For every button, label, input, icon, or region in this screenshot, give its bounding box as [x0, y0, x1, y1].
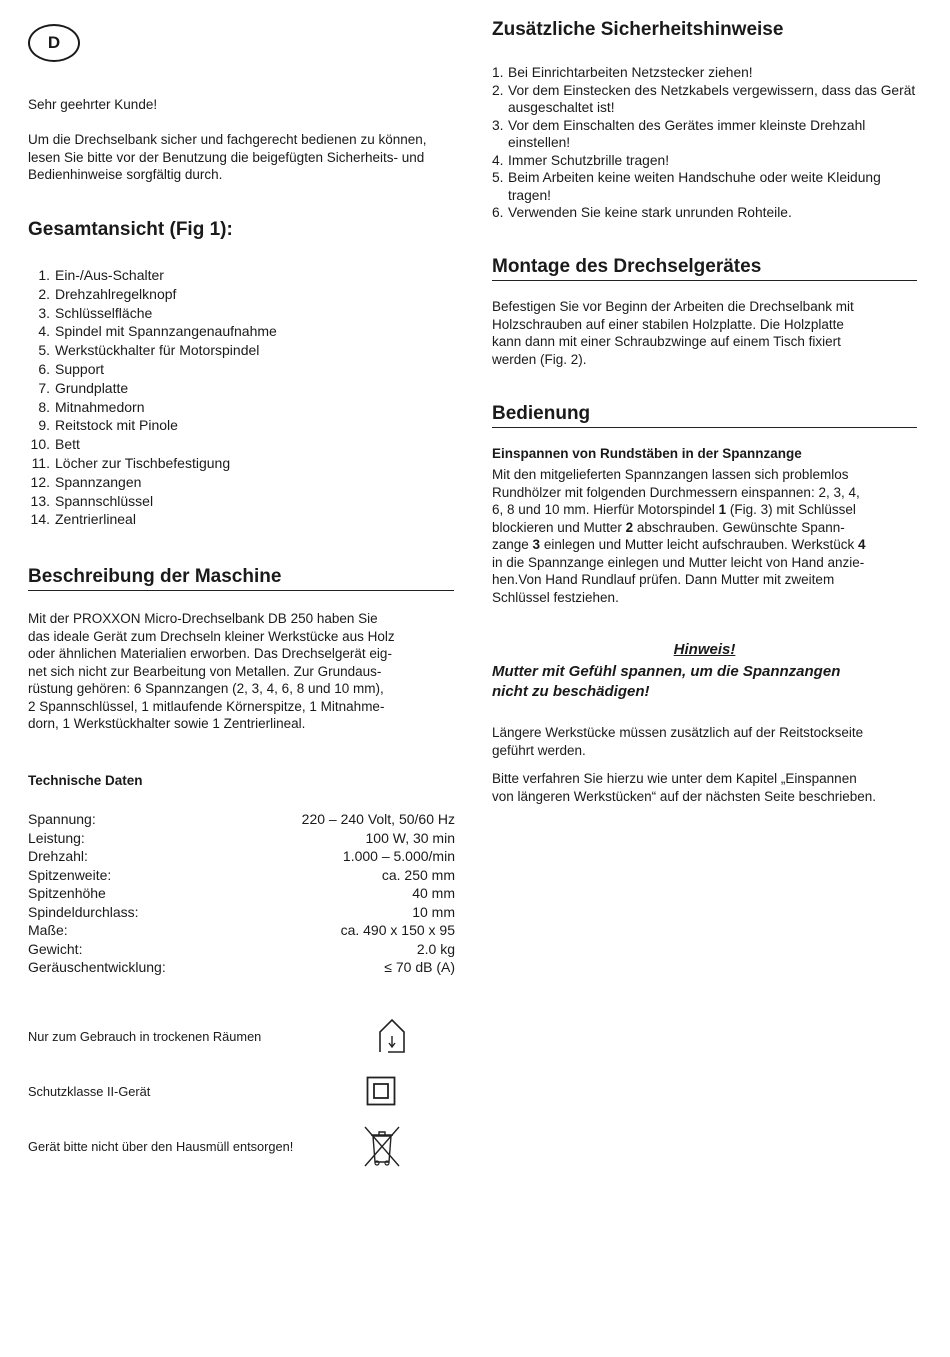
parts-list: [28, 266, 358, 529]
safety-list: [492, 64, 917, 222]
operation-line: 6, 8 und 10 mm. Hierfür Motorspindel 1 (Fig. 3) mit Schlüssel: [492, 502, 856, 517]
list-item: 3. Schlüsselfläche: [38, 304, 153, 321]
list-item: 5. Beim Arbeiten keine weiten Handschuhe oder weite Kleidung tragen!: [492, 170, 881, 203]
table-row: Spannung: 220 – 240 Volt, 50/60 Hz: [28, 811, 455, 827]
symbol-row-disposal: [28, 1124, 402, 1168]
description-line: 2 Spannschlüssel, 1 mitlaufende Körnerspitze, 1 Mitnahme-: [28, 698, 385, 714]
table-row: Geräuschentwicklung: ≤ 70 dB (A): [28, 959, 455, 975]
table-row: Drehzahl: 1.000 – 5.000/min: [28, 848, 455, 864]
description-line: oder ähnlichen Materialien erworben. Das Drechselgerät eig-: [28, 646, 392, 661]
symbol-row-class2: [28, 1076, 396, 1106]
list-item: 11. Löcher zur Tischbefestigung: [31, 454, 231, 471]
salutation: Sehr geehrter Kunde!: [28, 97, 158, 112]
list-item: 2. Vor dem Einstecken des Netzkabels vergewissern, dass das Gerät ausgeschaltet ist!: [492, 82, 916, 115]
symbol-caption: Nur zum Gebrauch in trockenen Räumen: [28, 1028, 262, 1044]
mounting-line: werden (Fig. 2).: [492, 351, 587, 367]
list-item: 4. Spindel mit Spannzangenaufnahme: [38, 323, 277, 340]
list-item: 8. Mitnahmedorn: [38, 398, 145, 415]
symbol-caption: Schutzklasse II-Gerät: [28, 1083, 151, 1099]
protection-class-2-icon: [366, 1076, 396, 1106]
hint-title: Hinweis!: [673, 641, 736, 658]
note-line: Bitte verfahren Sie hierzu wie unter dem Kapitel „Einspannen: [492, 771, 857, 786]
table-row: Gewicht: 2.0 kg: [28, 940, 455, 957]
operation-line: Schlüssel festziehen.: [492, 589, 619, 605]
table-row: Leistung: 100 W, 30 min: [28, 829, 455, 846]
list-item: 7. Grundplatte: [38, 379, 129, 396]
list-item: 14. Zentrierlineal: [30, 511, 136, 528]
language-code: D: [47, 33, 61, 52]
hint-line: Mutter mit Gefühl spannen, um die Spannzangen: [492, 663, 841, 680]
list-item: 6. Verwenden Sie keine stark unrunden Rohteile.: [492, 205, 792, 220]
description-line: rüstung gehören: 6 Spannzangen (2, 3, 4, 6, 8 und 10 mm),: [28, 681, 384, 696]
longer-workpieces-note: [492, 724, 922, 759]
operation-line: zange 3 einlegen und Mutter leicht aufschrauben. Werkstück 4: [492, 537, 866, 552]
note-line: geführt werden.: [492, 742, 586, 758]
list-item: 9. Reitstock mit Pinole: [38, 417, 178, 434]
list-item: 5. Werkstückhalter für Motorspindel: [38, 342, 260, 359]
list-item: 12. Spannzangen: [30, 473, 142, 490]
operation-line: in die Spannzange einlegen und Mutter leicht von Hand anzie-: [492, 554, 865, 570]
list-item: 6. Support: [38, 360, 105, 377]
note-line: von längeren Werkstücken“ auf der nächsten Seite beschrieben.: [492, 788, 876, 804]
operation-paragraph: [492, 466, 922, 606]
indoor-use-house-icon: [376, 1016, 408, 1056]
list-item: 2. Drehzahlregelknopf: [38, 285, 177, 302]
operation-heading: Bedienung: [492, 403, 917, 428]
operation-line: blockieren und Mutter 2 abschrauben. Gewünschte Spann-: [492, 519, 845, 535]
description-line: Mit der PROXXON Micro-Drechselbank DB 250 haben Sie: [28, 611, 378, 626]
hint-line: nicht zu beschädigen!: [492, 683, 650, 700]
operation-line: hen.Von Hand Rundlauf prüfen. Dann Mutter mit zweitem: [492, 572, 835, 587]
mounting-line: kann dann mit einer Schraubzwinge auf einem Tisch fixiert: [492, 334, 841, 349]
safety-heading: Zusätzliche Sicherheitshinweise: [492, 19, 784, 40]
operation-line: Rundhölzer mit folgenden Durchmessern einspannen: 2, 3, 4,: [492, 484, 860, 500]
symbol-row-indoor: [28, 1016, 408, 1056]
symbol-caption: Gerät bitte nicht über den Hausmüll entsorgen!: [28, 1138, 294, 1154]
specs-table: [28, 810, 455, 977]
table-row: Maße: ca. 490 x 150 x 95: [28, 922, 455, 938]
mounting-line: Befestigen Sie vor Beginn der Arbeiten die Drechselbank mit: [492, 299, 854, 314]
crossed-bin-icon: [362, 1124, 402, 1168]
description-heading: Beschreibung der Maschine: [28, 566, 454, 591]
reference-note: [492, 770, 922, 805]
language-badge: [28, 24, 80, 62]
table-row: Spitzenhöhe 40 mm: [28, 885, 455, 901]
list-item: 3. Vor dem Einschalten des Gerätes immer kleinste Drehzahl einstellen!: [492, 117, 866, 150]
table-row: Spitzenweite: ca. 250 mm: [28, 866, 455, 883]
list-item: 10. Bett: [30, 436, 80, 453]
list-item: 4. Immer Schutzbrille tragen!: [492, 152, 670, 168]
hint-text: [492, 662, 922, 702]
description-line: dorn, 1 Werkstückhalter sowie 1 Zentrierlineal.: [28, 716, 306, 731]
list-item: 1. Ein-/Aus-Schalter: [38, 267, 164, 283]
operation-line: Mit den mitgelieferten Spannzangen lassen sich problemlos: [492, 467, 849, 482]
description-paragraph: [28, 610, 458, 733]
description-line: das ideale Gerät zum Drechseln kleiner Werkstücke aus Holz: [28, 628, 395, 644]
mounting-line: Holzschrauben auf einer stabilen Holzplatte. Die Holzplatte: [492, 316, 844, 332]
note-line: Längere Werkstücke müssen zusätzlich auf der Reitstockseite: [492, 725, 864, 740]
specs-heading: Technische Daten: [28, 773, 143, 788]
operation-subheading: Einspannen von Rundstäben in der Spannzange: [492, 446, 802, 461]
list-item: 1. Bei Einrichtarbeiten Netzstecker ziehen!: [492, 65, 753, 80]
mounting-heading: Montage des Drechselgerätes: [492, 256, 917, 281]
mounting-paragraph: [492, 298, 922, 368]
overview-heading: Gesamtansicht (Fig 1):: [28, 219, 233, 240]
list-item: 13. Spannschlüssel: [30, 492, 154, 509]
intro-paragraph: Um die Drechselbank sicher und fachgerecht bedienen zu können, lesen Sie bitte vor der Benutzung die beigefügten Sicherheits- und Bedienhinweise sorgfältig durch.: [28, 132, 427, 182]
table-row: Spindeldurchlass: 10 mm: [28, 903, 455, 920]
description-line: net sich nicht zur Bearbeitung von Metallen. Zur Grundaus-: [28, 663, 382, 679]
